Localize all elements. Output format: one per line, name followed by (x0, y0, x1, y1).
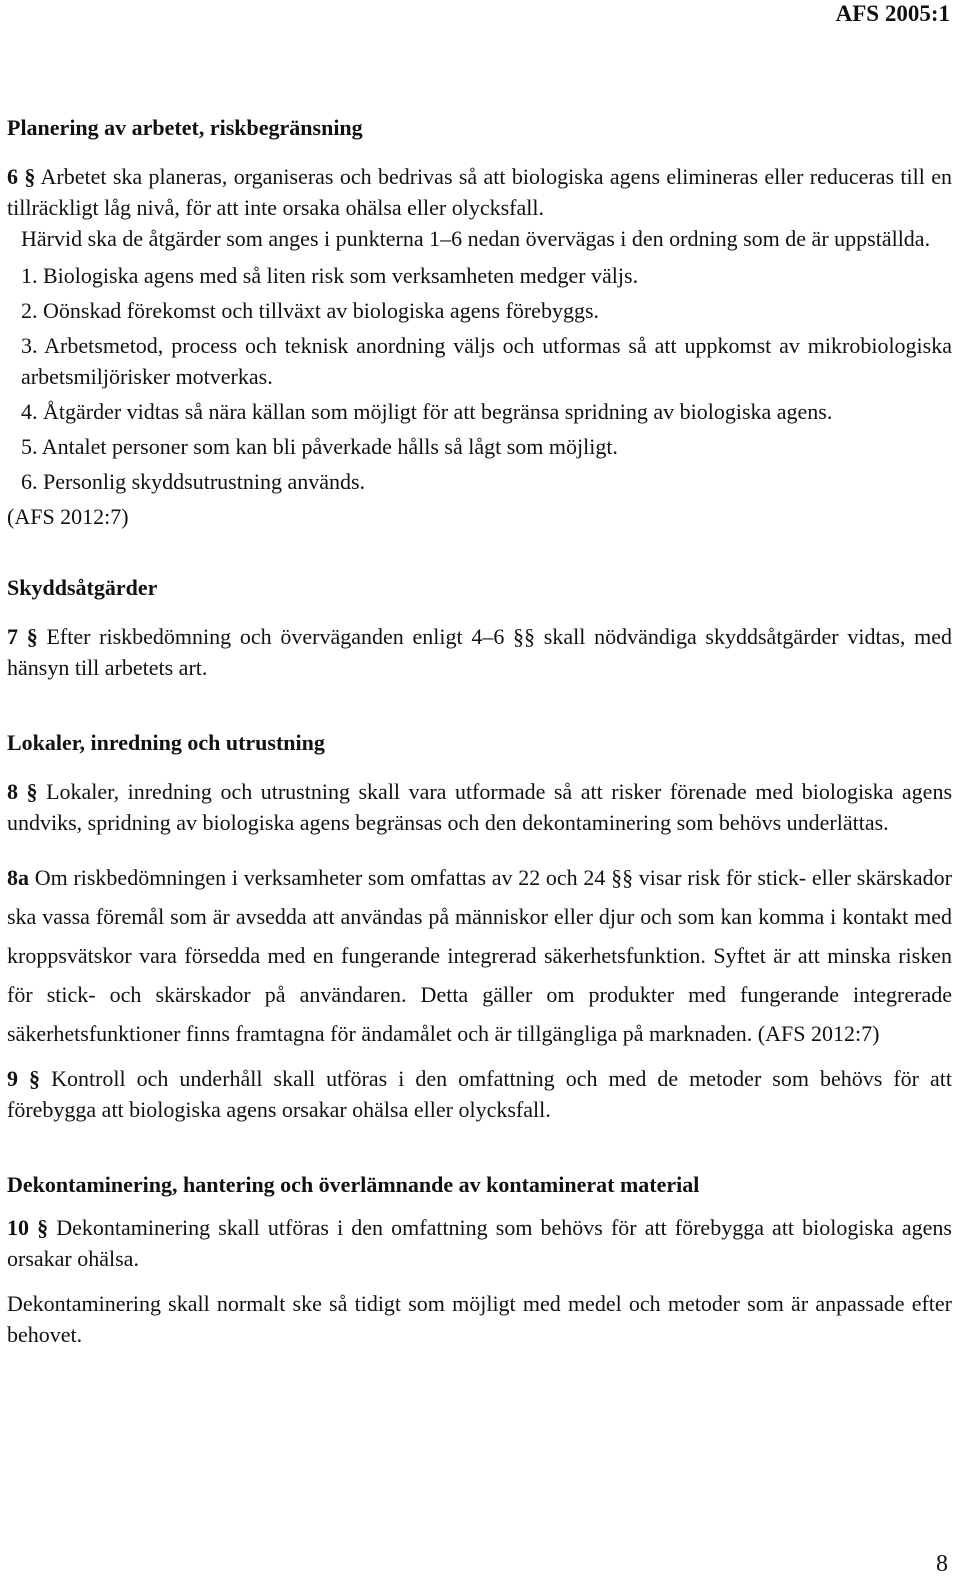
list-item: 2. Oönskad förekomst och tillväxt av biologiska agens förebyggs. (21, 298, 600, 323)
list-item: 4. Åtgärder vidtas så nära källan som möjligt för att begränsa spridning av biologiska agens. (21, 399, 833, 424)
paragraph-10-second: Dekontaminering skall normalt ske så tidigt som möjligt med medel och metoder som är anpassade efter behovet. (7, 1291, 952, 1347)
paragraph-10 (7, 1212, 952, 1274)
list-item: 1. Biologiska agens med så liten risk som verksamheten medger väljs. (21, 263, 639, 288)
paragraph-8-text: Lokaler, inredning och utrustning skall vara utformade så att risker förenade med biologiska agens undviks, spridning av biologiska agens begränsas och den dekontaminering som behövs underlättas. (7, 779, 952, 835)
amendment-reference: (AFS 2012:7) (7, 504, 129, 529)
list-item: 3. Arbetsmetod, process och teknisk anordning väljs och utformas så att uppkomst av mikrobiologiska arbetsmiljörisker motverkas. (21, 333, 952, 389)
list-item: 6. Personlig skyddsutrustning används. (21, 469, 366, 494)
paragraph-10-text: Dekontaminering skall utföras i den omfattning som behövs för att förebygga att biologiska agens orsakar ohälsa. (7, 1215, 952, 1271)
section-number-7: 7 § (7, 624, 38, 649)
paragraph-7-text: Efter riskbedömning och överväganden enligt 4–6 §§ skall nödvändiga skyddsåtgärder vidtas, med hänsyn till arbetets art. (7, 624, 953, 680)
page-number: 8 (936, 1551, 948, 1577)
list-item: 5. Antalet personer som kan bli påverkade hålls så lågt som möjligt. (21, 434, 618, 459)
measures-list (7, 260, 952, 497)
heading-planning: Planering av arbetet, riskbegränsning (7, 115, 363, 140)
section-number-9: 9 § (7, 1066, 41, 1091)
section-number-8: 8 § (7, 779, 38, 804)
section-number-10: 10 § (7, 1215, 49, 1240)
section-number-6: 6 § (7, 164, 36, 189)
paragraph-8a (7, 858, 952, 1053)
document-body (7, 112, 952, 1350)
paragraph-9 (7, 1063, 952, 1125)
heading-premises: Lokaler, inredning och utrustning (7, 730, 325, 755)
paragraph-9-text: Kontroll och underhåll skall utföras i den omfattning och med de metoder som behövs för att förebygga att biologiska agens orsakar ohälsa eller olycksfall. (7, 1066, 953, 1122)
paragraph-8a-text: Om riskbedömningen i verksamheter som omfattas av 22 och 24 §§ visar risk för stick- eller skärskador ska vassa föremål som är avsedda att användas på människor eller djur och som kan komma i kontakt med kroppsvätskor vara försedda med en fungerande integrerad säkerhetsfunktion. Syftet är att minska risken för stick- och skärskador på användaren. Detta gäller om produkter med fungerande integrerade säkerhetsfunktioner finns framtagna för ändamålet och är tillgängliga på marknaden. (AFS 2012:7) (7, 865, 953, 1046)
document-id: AFS 2005:1 (835, 1, 950, 26)
paragraph-6-order: Härvid ska de åtgärder som anges i punkterna 1–6 nedan övervägas i den ordning som de är uppställda. (21, 226, 931, 251)
paragraph-8 (7, 776, 952, 838)
section-number-8a: 8a (7, 865, 29, 890)
heading-protection: Skyddsåtgärder (7, 575, 158, 600)
paragraph-7 (7, 621, 952, 683)
heading-decontamination: Dekontaminering, hantering och överlämnande av kontaminerat material (7, 1172, 700, 1197)
paragraph-6 (7, 161, 952, 223)
paragraph-6-text: Arbetet ska planeras, organiseras och bedrivas så att biologiska agens elimineras eller reduceras till en tillräckligt låg nivå, för att inte orsaka ohälsa eller olycksfall. (7, 164, 953, 220)
